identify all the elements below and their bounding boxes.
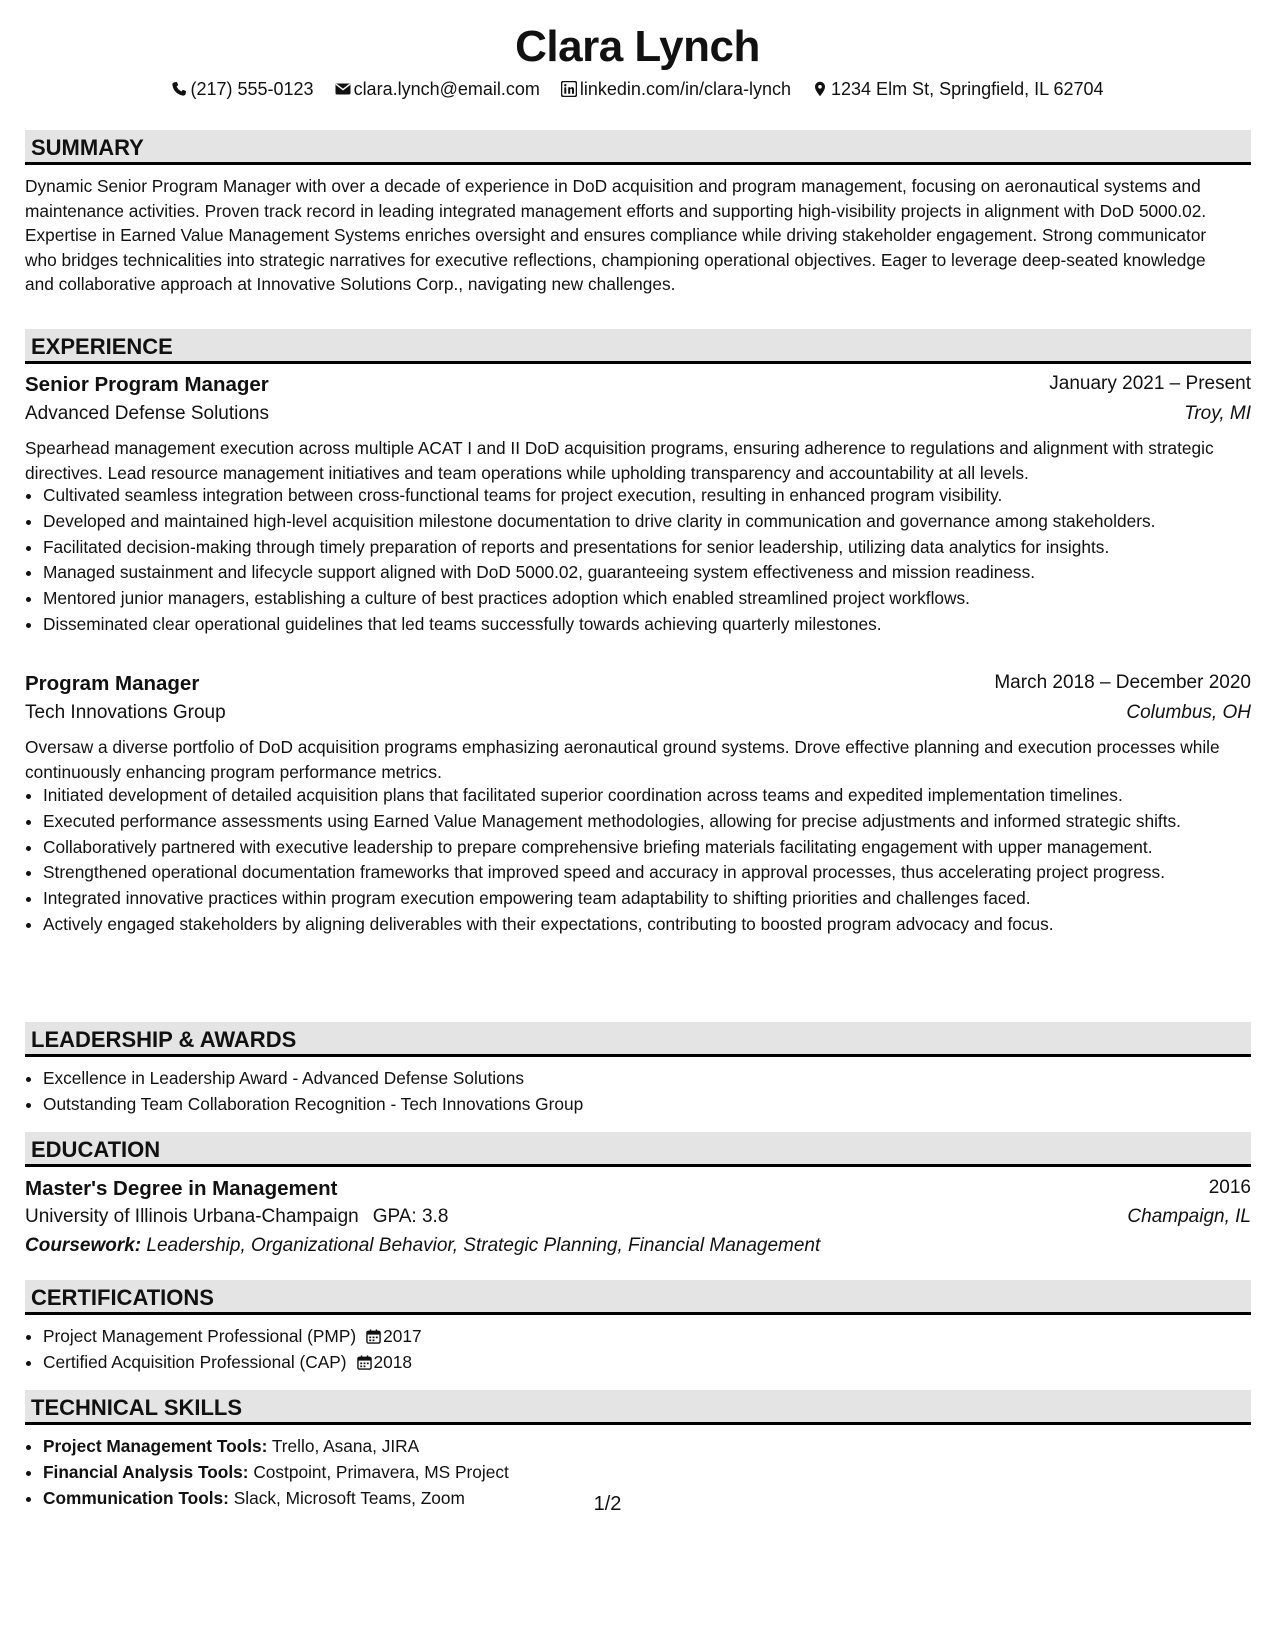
job-description: Oversaw a diverse portfolio of DoD acquisition programs emphasizing aeronautical ground systems. Drove effective planning and execution processes while continuously enhancing program performance metrics. [25,737,1220,782]
degree-name: Master's Degree in Management [25,1177,338,1200]
calendar-icon [357,1355,372,1370]
contact-email[interactable] [335,79,540,100]
school-name: University of Illinois Urbana-Champaign [25,1206,359,1227]
skill-label: Communication Tools: [43,1487,229,1508]
coursework-line [25,1235,820,1257]
experience-heading: EXPERIENCE [31,334,173,359]
list-item: • Disseminated clear operational guidelines that led teams successfully towards achieving quarterly milestones. [43,612,1248,636]
graduation-year: 2016 [1208,1177,1251,1198]
list-item: • Facilitated decision-making through timely preparation of reports and presentations for senior leadership, utilizing data analytics for insights. [43,535,1248,559]
awards-list [25,1066,1248,1118]
list-item: • Executed performance assessments using Earned Value Management methodologies, allowing for precise adjustments and informed strategic shifts. [43,809,1248,833]
certification-name: Project Management Professional (PMP) [43,1326,357,1346]
gpa: GPA: 3.8 [372,1206,449,1227]
job-2-company-row [25,702,1251,730]
skills-header [25,1390,1251,1425]
job-description: Spearhead management execution across multiple ACAT I and II DoD acquisition programs, ensuring adherence to regulations and alignment with strategic directives. Lead resource management initiatives and team operations while upholding transparency and accountability at all levels. [25,438,1214,483]
phone-icon [171,81,187,97]
phone-text: (217) 555-0123 [190,79,314,99]
job-company: Tech Innovations Group [25,702,226,723]
job-2-bullets [25,783,1248,938]
job-company: Advanced Defense Solutions [25,403,269,424]
certifications-heading: CERTIFICATIONS [31,1285,214,1310]
summary-header [25,130,1251,165]
school-line [25,1206,448,1228]
school-location: Champaign, IL [1127,1206,1251,1227]
linkedin-text: linkedin.com/in/clara-lynch [579,79,791,99]
list-item [43,1434,1248,1458]
address-text: 1234 Elm St, Springfield, IL 62704 [831,79,1104,99]
candidate-name: Clara Lynch [515,22,760,71]
contact-phone[interactable] [171,79,313,100]
linkedin-icon [561,81,577,97]
list-item [43,1350,1248,1374]
coursework-label: Coursework: [25,1235,142,1256]
job-1-company-row [25,403,1251,431]
list-item [43,1460,1248,1484]
skill-value: Slack, Microsoft Teams, Zoom [233,1487,465,1508]
certification-year: 2017 [383,1326,422,1346]
education-heading: EDUCATION [31,1137,161,1162]
list-item: • Initiated development of detailed acquisition plans that facilitated superior coordination across teams and expedited implementation timelines. [43,783,1248,807]
certifications-header [25,1280,1251,1315]
experience-header [25,329,1251,364]
page-number: 1/2 [593,1493,622,1515]
job-dates: January 2021 – Present [1049,373,1251,394]
education-header [25,1132,1251,1167]
list-item: • Outstanding Team Collaboration Recognition - Tech Innovations Group [43,1092,1248,1116]
job-location: Troy, MI [1184,403,1251,424]
job-1-title-row [25,373,1251,401]
list-item: • Managed sustainment and lifecycle support aligned with DoD 5000.02, guaranteeing system effectiveness and mission readiness. [43,560,1248,584]
job-2-title-row [25,672,1251,700]
contact-linkedin[interactable] [561,79,791,100]
contact-address [812,79,1104,100]
list-item: • Cultivated seamless integration between cross-functional teams for project execution, resulting in enhanced program visibility. [43,483,1248,507]
contact-line [0,79,1275,100]
job-dates: March 2018 – December 2020 [994,672,1251,693]
summary-text: Dynamic Senior Program Manager with over a decade of experience in DoD acquisition and program management, focusing on aeronautical systems and maintenance activities. Proven track record in leading integrated management efforts and supporting high-visibility projects in alignment with DoD 5000.02. Expertise in Earned Value Management Systems enriches oversight and ensures compliance while driving stakeholder engagement. Strong communicator who bridges technicalities into strategic narratives for executive reflections, championing operational objectives. Eager to leverage deep-seated knowledge and collaborative approach at Innovative Solutions Corp., navigating new challenges. [25,176,1207,295]
education-degree-row [25,1177,1251,1205]
skills-heading: TECHNICAL SKILLS [31,1395,243,1420]
coursework-list: Leadership, Organizational Behavior, Strategic Planning, Financial Management [146,1235,821,1256]
job-title: Senior Program Manager [25,373,269,396]
job-title: Program Manager [25,672,200,695]
certification-year: 2018 [373,1351,412,1372]
envelope-icon [335,81,351,97]
awards-heading: LEADERSHIP & AWARDS [31,1027,297,1052]
list-item: • Strengthened operational documentation frameworks that improved speed and accuracy in approval processes, thus accelerating project progress. [43,860,1248,884]
list-item: • Integrated innovative practices within program execution empowering team adaptability to shifting priorities and challenges faced. [43,886,1248,910]
calendar-icon [366,1329,381,1344]
list-item: • Developed and maintained high-level acquisition milestone documentation to drive clarity in communication and governance among stakeholders. [43,509,1248,533]
summary-heading: SUMMARY [31,135,144,160]
certification-name: Certified Acquisition Professional (CAP) [43,1351,347,1372]
job-location: Columbus, OH [1126,702,1251,723]
skill-value: Costpoint, Primavera, MS Project [253,1461,509,1482]
list-item: • Excellence in Leadership Award - Advanced Defense Solutions [43,1066,1248,1090]
list-item: • Actively engaged stakeholders by aligning deliverables with their expectations, contributing to boosted program advocacy and focus. [43,912,1248,936]
awards-header [25,1022,1251,1057]
skill-label: Project Management Tools: [43,1436,268,1456]
certifications-list [25,1324,1248,1376]
list-item [43,1324,1248,1348]
skill-value: Trello, Asana, JIRA [271,1436,420,1456]
email-text: clara.lynch@email.com [353,79,540,99]
skill-label: Financial Analysis Tools: [43,1461,249,1482]
job-1-bullets [25,483,1248,638]
education-school-row [25,1206,1251,1234]
list-item: • Collaboratively partnered with executive leadership to prepare comprehensive briefing materials facilitating engagement with upper management. [43,835,1248,859]
map-pin-icon [812,81,828,97]
list-item: • Mentored junior managers, establishing a culture of best practices adoption which enabled streamlined project workflows. [43,586,1248,610]
